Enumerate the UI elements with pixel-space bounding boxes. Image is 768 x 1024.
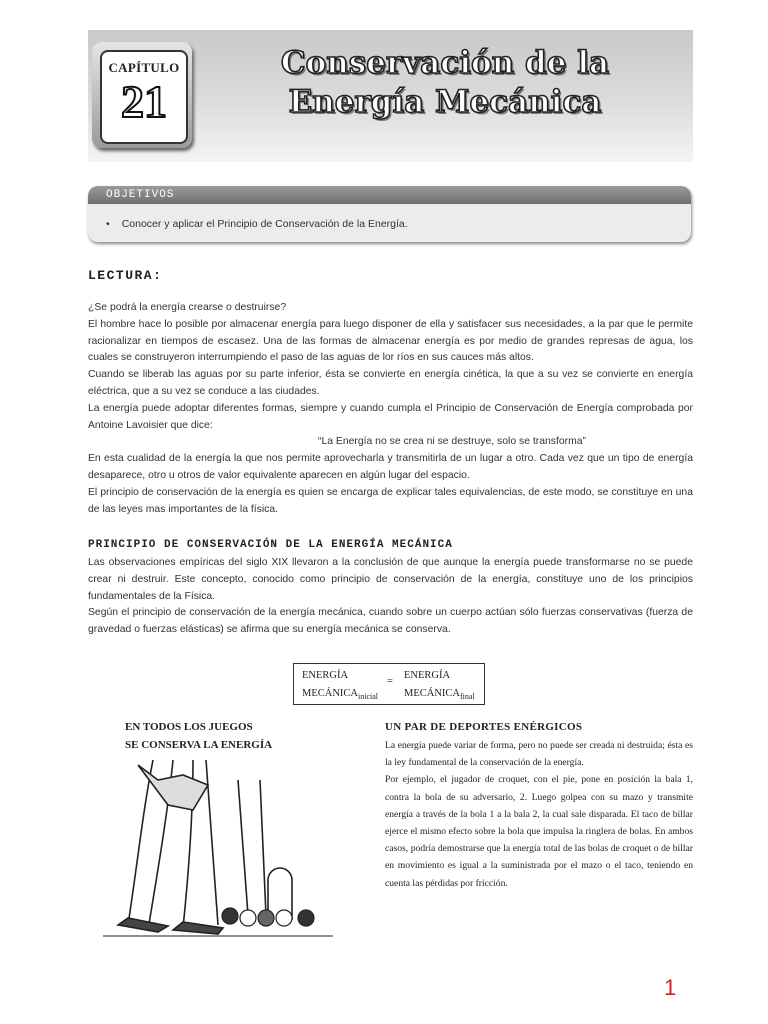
caption-line-2: SE CONSERVA LA ENERGÍA	[125, 739, 273, 751]
croquet-players-icon	[98, 750, 338, 940]
caption-line-1: EN TODOS LOS JUEGOS	[125, 721, 253, 733]
title-line-1: Conservación de la	[280, 45, 610, 81]
principio-paragraph: Según el principio de conservación de la energía mecánica, cuando sobre un cuerpo actúan sólo fuerzas conservativas (fuerza de gravedad o fuerzas elásticas) se afirma que su energía mecánica se conserva.	[88, 607, 693, 636]
sports-body	[385, 737, 693, 892]
reading-paragraph: El hombre hace lo posible por almacenar energía para luego disponer de ella y satisfacer sus necesidades, a la par que le permite racionalizar en tiempos de escasez. Una de las formas de almacenar energía es por medio de grandes represas de agua, los cuales se construyeron interrumpiendo el paso de las aguas de lor ríos en sus cauces más altos.	[88, 318, 693, 364]
formula-right-bottom	[404, 685, 475, 706]
formula-equals: =	[387, 676, 393, 687]
sports-paragraph: La energía puede variar de forma, pero no puede ser creada ni destruida; ésta es la ley fundamental de la conservación de la energía.	[385, 740, 693, 769]
objective-item	[106, 218, 408, 230]
formula-right-sub: final	[460, 692, 475, 702]
formula-left-sub: inicial	[358, 692, 379, 702]
chapter-badge	[92, 42, 192, 148]
objectives-box	[88, 186, 691, 242]
principio-paragraph: Las observaciones empíricas del siglo XIX llevaron a la conclusión de que aunque la energía puede transformarse no se puede crear ni destruir. Este concepto, conocido como principio de conservación de la energía, constituye uno de los principios fundamentales de la Física.	[88, 557, 693, 602]
title-line-2: Energía Mecánica	[288, 84, 602, 120]
objective-text: Conocer y aplicar el Principio de Conservación de la Energía.	[121, 218, 408, 230]
formula-left-top: ENERGÍA	[302, 670, 349, 681]
page-number: 1	[664, 975, 677, 1000]
reading-paragraph: ¿Se podrá la energía crearse o destruirse?	[88, 302, 287, 313]
bullet-icon: •	[106, 218, 110, 230]
conservation-formula-box	[293, 663, 485, 705]
formula-right-top: ENERGÍA	[404, 670, 451, 681]
sports-paragraph: Por ejemplo, el jugador de croquet, con el pie, pone en posición la bala 1, contra la bola de su adversario, 2. Luego golpea con su mazo y transmite energía a través de la bola 1 a la bala 2, la cual sale disparada. El taco de billar ejerce el mismo efecto sobre la bola que impulsa la ringlera de bolas. En ambos casos, podría demostrarse que la energía total de las bolas de croquet o de billar en movimiento es igual a la suministrada por el mazo o el taco, teniendo en cuenta las pérdidas por fricción.	[385, 774, 693, 889]
reading-paragraph: La energía puede adoptar diferentes formas, siempre y cuando cumpla el Principio de Conservación de Energía comprobada por Antoine Lavoisier que dice:	[88, 402, 693, 431]
reading-paragraph: Cuando se liberab las aguas por su parte inferior, ésta se convierte en energía cinética, la que a su vez se convierte en energía eléctrica, que a su vez se conduce a las ciudades.	[88, 369, 693, 397]
lavoisier-quote: “La Energía no se crea ni se destruye, solo se transforma”	[318, 436, 586, 448]
formula-right	[404, 667, 475, 706]
page-title	[250, 44, 640, 122]
reading-paragraph: En esta cualidad de la energía la que nos permite aprovecharla y transmitirla de un lugar a otro. Cada vez que un tipo de energía desaparece, otro u otros de valor equivalente aparecen en algún lugar del espacio.	[88, 453, 693, 481]
formula-left-bottom	[302, 685, 378, 706]
chapter-number: 21	[121, 76, 167, 127]
sports-heading: UN PAR DE DEPORTES ENÉRGICOS	[385, 721, 583, 733]
reading-paragraph: El principio de conservación de la energía es quien se encarga de explicar tales equivalencias, de este modo, se constituye en una de las leyes mas importantes de la física.	[88, 486, 693, 515]
reading-body	[88, 300, 693, 518]
objectives-heading: OBJETIVOS	[88, 186, 691, 204]
illustration-caption	[125, 718, 272, 754]
formula-left	[302, 667, 378, 706]
section-heading-principio: PRINCIPIO DE CONSERVACIÓN DE LA ENERGÍA MECÁNICA	[88, 539, 453, 551]
principio-body	[88, 555, 693, 639]
reading-heading: LECTURA:	[88, 268, 163, 283]
chapter-label: CAPÍTULO	[108, 60, 180, 75]
formula-right-word: MECÁNICA	[404, 688, 461, 699]
formula-left-word: MECÁNICA	[302, 688, 359, 699]
